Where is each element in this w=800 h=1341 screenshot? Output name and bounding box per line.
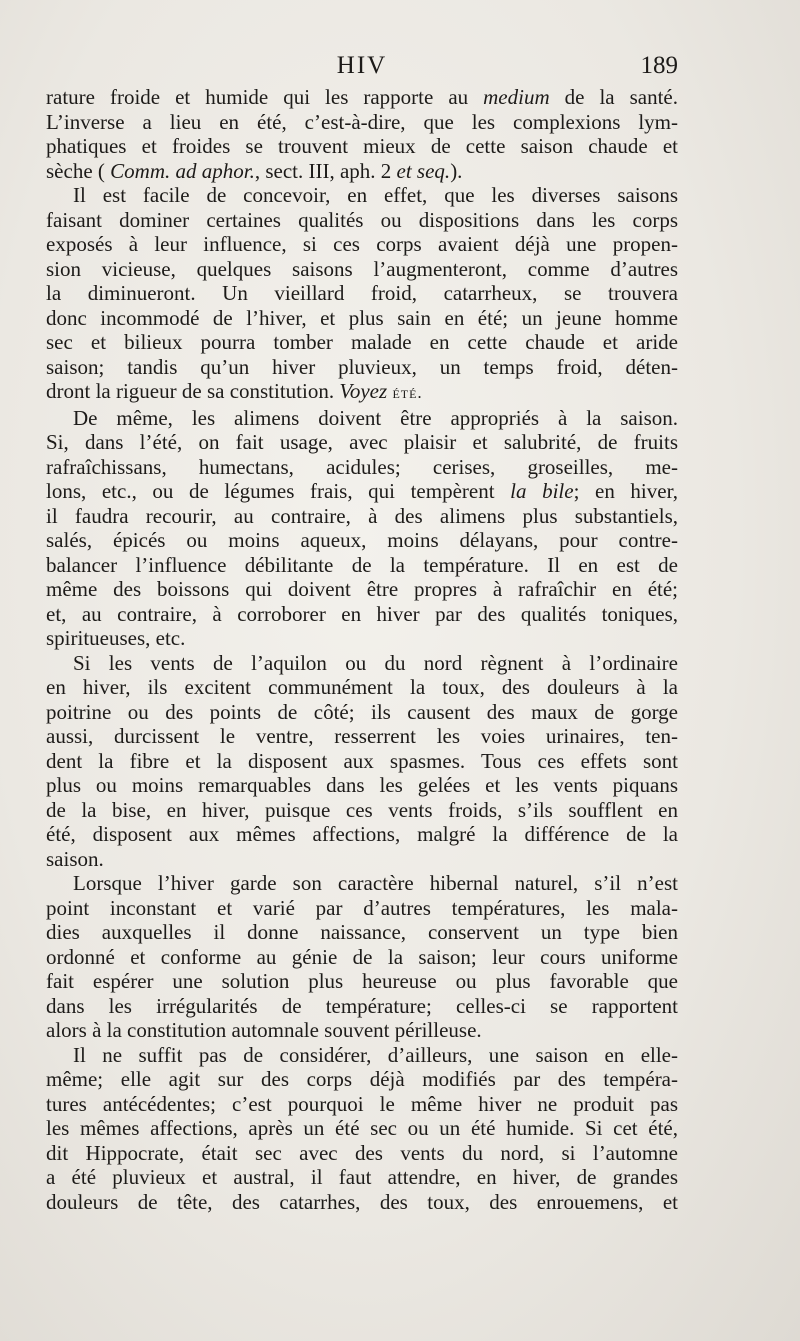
text-line [46,306,678,331]
text-line [46,1067,678,1092]
text-line [46,724,678,749]
text-run: point inconstant et varié par d’autres températures, les mala- [46,895,678,920]
text-run: salés, épicés ou moins aqueux, moins délayans, pour contre- [46,528,678,552]
text-run: en hiver, ils excitent communément la toux, des douleurs à la [46,675,678,699]
text-run: sion vicieuse, quelques saisons l’augmenteront, comme d’autres [46,256,678,281]
text-line [46,626,678,651]
page-header [46,52,678,82]
text-run: , sect. III, aph. 2 [254,158,397,183]
text-run: sec et bilieux pourra tomber malade en cette chaude et aride [46,330,678,354]
paragraph [46,651,678,872]
text-run: les mêmes affections, après un été sec ou un été humide. Si cet été, [46,1116,678,1140]
text-line [46,257,678,282]
text-run: balancer l’influence débilitante de la température. Il en est de [46,552,678,577]
italic-text: la bile [510,479,574,503]
text-run: rature froide et humide qui les rapporte au [46,85,484,109]
paragraph [46,1043,678,1215]
text-line [46,504,678,529]
text-run: aussi, durcissent le ventre, resserrent les voies urinaires, ten- [46,724,678,748]
text-run: poitrine ou des points de côté; ils causent des maux de gorge [46,699,678,724]
text-run: rafraîchissans, humectans, acidules; cerises, groseilles, me- [46,454,678,479]
text-run: la diminueront. Un vieillard froid, catarrheux, se trouvera [46,281,678,305]
text-line [46,1043,678,1068]
text-line [46,1190,678,1215]
text-run: dies auxquelles il donne naissance, conservent un type bien [46,920,678,944]
text-line [46,232,678,257]
text-run: De même, les alimens doivent être appropriés à la saison. [73,405,678,430]
text-line [46,355,678,380]
text-line [46,183,678,208]
text-line [46,675,678,700]
text-line [46,85,678,110]
text-run: donc incommodé de l’hiver, et plus sain en été; un jeune homme [46,305,678,330]
text-line [46,945,678,970]
text-line [46,281,678,306]
text-line [46,1116,678,1141]
text-line [46,994,678,1019]
small-caps-text: été. [392,383,423,402]
text-line [46,822,678,847]
paragraph [46,406,678,651]
text-run: faisant dominer certaines qualités ou dispositions dans les corps [46,207,678,232]
text-run: L’inverse a lieu en été, c’est-à-dire, que les complexions lym- [46,109,678,134]
text-line [46,920,678,945]
paragraph [46,85,678,183]
text-run: Si, dans l’été, on fait usage, avec plaisir et salubrité, de fruits [46,430,678,454]
text-line [46,847,678,872]
text-run: fait espérer une solution plus heureuse ou plus favorable que [46,969,678,993]
text-run: spiritueuses, etc. [46,626,186,650]
text-run: ). [450,158,463,183]
text-run: saison. [46,846,104,871]
italic-text: Comm. ad aphor. [110,158,255,183]
text-run: sèche ( [46,158,111,183]
text-run: dit Hippocrate, était sec avec des vents du nord, si l’automne [46,1140,678,1165]
text-line [46,159,678,184]
text-line [46,430,678,455]
text-line [46,651,678,676]
text-line [46,208,678,233]
text-run: exposés à leur influence, si ces corps avaient déjà une propen- [46,232,678,256]
text-run: dans les irrégularités de température; celles-ci se rapportent [46,993,678,1018]
text-run: Si les vents de l’aquilon ou du nord règnent à l’ordinaire [73,650,678,675]
text-run: il faudra recourir, au contraire, à des alimens plus substantiels, [46,503,678,528]
text-run: de la santé. [549,85,678,109]
text-line [46,479,678,504]
text-line [46,1092,678,1117]
text-line [46,553,678,578]
text-line [46,700,678,725]
paragraph [46,183,678,406]
italic-text: et seq. [396,158,451,183]
page-number: 189 [640,52,678,79]
text-run: Il est facile de concevoir, en effet, que les diverses saisons [73,183,678,207]
text-run: phatiques et froides se trouvent mieux de cette saison chaude et [46,134,678,158]
text-run: Il ne suffit pas de considérer, d’ailleurs, une saison en elle- [73,1042,678,1067]
text-line [46,330,678,355]
text-line [46,749,678,774]
text-run: saison; tandis qu’un hiver pluvieux, un temps froid, déten- [46,354,678,379]
italic-text: Voyez [339,379,388,403]
text-run: douleurs de tête, des catarrhes, des toux, des enrouemens, et [46,1189,678,1214]
text-line [46,406,678,431]
text-line [46,134,678,159]
text-run: lons, etc., ou de légumes frais, qui tempèrent [46,479,511,503]
text-line [46,1165,678,1190]
text-line [46,798,678,823]
text-run: ; en hiver, [573,479,678,503]
text-line [46,379,678,406]
text-line [46,1018,678,1043]
italic-text: medium [483,85,550,109]
text-run: alors à la constitution automnale souvent périlleuse. [46,1018,482,1042]
text-run: été, disposent aux mêmes affections, malgré la différence de la [46,822,678,846]
text-line [46,602,678,627]
text-line [46,528,678,553]
text-run: même; elle agit sur des corps déjà modifiés par des tempéra- [46,1067,678,1091]
text-run: de la bise, en hiver, puisque ces vents froids, s’ils soufflent en [46,797,678,822]
running-head: HIV [336,52,388,79]
text-run: dent la fibre et la disposent aux spasmes. Tous ces effets sont [46,748,678,773]
text-run: a été pluvieux et austral, il faut attendre, en hiver, de grandes [46,1165,678,1189]
text-line [46,871,678,896]
text-run: tures antécédentes; c’est pourquoi le même hiver ne produit pas [46,1091,678,1116]
text-line [46,896,678,921]
text-line [46,455,678,480]
text-line [46,110,678,135]
text-run: plus ou moins remarquables dans les gelées et les vents piquans [46,773,678,797]
text-line [46,969,678,994]
text-run: Lorsque l’hiver garde son caractère hibernal naturel, s’il n’est [73,871,678,895]
text-run: même des boissons qui doivent être propres à rafraîchir en été; [46,577,678,601]
body-text [46,85,678,1214]
text-line [46,577,678,602]
text-run: et, au contraire, à corroborer en hiver par des qualités toniques, [46,601,678,626]
text-run: dront la rigueur de sa constitution. [46,379,340,403]
text-line [46,773,678,798]
text-run: ordonné et conforme au génie de la saison; leur cours uniforme [46,944,678,969]
text-line [46,1141,678,1166]
paragraph [46,871,678,1043]
